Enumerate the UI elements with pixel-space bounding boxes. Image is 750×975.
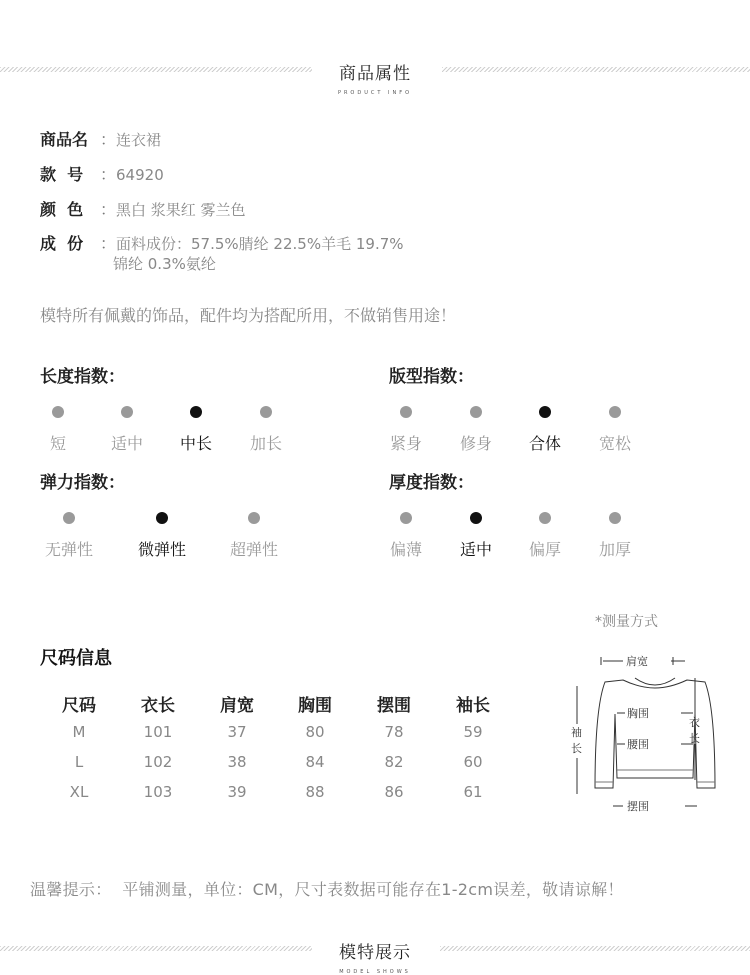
length-option: 短 [49, 434, 67, 453]
length-option-selected: 中长 [179, 434, 213, 453]
elasticity-option: 超弹性 [229, 540, 279, 559]
attr-colon: ： [100, 234, 117, 253]
size-col-header: 胸围 [298, 696, 332, 716]
attributes-subtitle: PRODUCT INFO [337, 90, 413, 96]
elasticity-index-title: 弹力指数： [40, 473, 125, 493]
fit-dot-0 [400, 406, 412, 418]
diagram-label-sleeve-2: 长 [571, 742, 582, 755]
size-col-header: 衣长 [141, 696, 175, 716]
size-cell: 82 [384, 753, 404, 771]
attr-value: 黑白 浆果红 雾兰色 [116, 201, 246, 219]
size-col-header: 袖长 [456, 696, 490, 716]
length-index-title: 长度指数： [40, 367, 125, 387]
attributes-title: 商品属性 [339, 64, 411, 84]
size-cell: 37 [227, 723, 247, 741]
fit-option-selected: 合体 [528, 434, 562, 453]
size-cell: 78 [384, 723, 404, 741]
size-cell: 80 [305, 723, 325, 741]
elasticity-option: 无弹性 [44, 540, 94, 559]
attr-colon: ： [100, 200, 117, 219]
model-subtitle: MODEL SHOWS [339, 969, 411, 975]
attr-row-composition [40, 231, 404, 254]
elasticity-dot-1-selected [156, 512, 168, 524]
size-cell: 60 [463, 753, 483, 771]
size-cell: 101 [143, 723, 173, 741]
fit-option: 宽松 [598, 434, 632, 453]
length-dot-0 [52, 406, 64, 418]
fit-dot-1 [470, 406, 482, 418]
size-cell: 86 [384, 783, 404, 801]
fit-option: 紧身 [389, 434, 423, 453]
size-cell: L [74, 753, 84, 771]
thickness-index-title: 厚度指数： [389, 473, 474, 493]
size-cell: M [72, 723, 86, 741]
attr-value: 连衣裙 [116, 131, 162, 149]
diagram-label-chest: 胸围 [627, 707, 649, 720]
size-cell: 38 [227, 753, 247, 771]
fit-dot-2-selected [539, 406, 551, 418]
size-cell: XL [69, 783, 89, 801]
fit-index-title: 版型指数： [389, 367, 474, 387]
attr-label: 款 号 [40, 165, 84, 184]
attr-row-color [40, 197, 246, 220]
size-cell: 59 [463, 723, 483, 741]
elasticity-dot-2 [248, 512, 260, 524]
sweater-measurement-diagram [565, 648, 745, 818]
attr-label: 颜 色 [40, 200, 84, 219]
attr-colon: ： [100, 165, 117, 184]
size-cell: 61 [463, 783, 483, 801]
attr-value-continued: 锦纶 0.3%氨纶 [113, 255, 216, 273]
length-dot-1 [121, 406, 133, 418]
attr-value: 面料成份：57.5%腈纶 22.5%羊毛 19.7% [116, 235, 404, 253]
size-cell: 84 [305, 753, 325, 771]
thickness-option-selected: 适中 [459, 540, 493, 559]
size-col-header: 肩宽 [220, 696, 254, 716]
length-option: 加长 [249, 434, 283, 453]
attr-row-name [40, 127, 161, 150]
length-option: 适中 [110, 434, 144, 453]
attr-label: 商品名 [40, 130, 89, 149]
thickness-dot-3 [609, 512, 621, 524]
measure-method-note: *测量方式 [595, 614, 658, 630]
attr-value: 64920 [116, 166, 164, 184]
attr-colon: ： [100, 130, 117, 149]
diagram-label-waist: 腰围 [627, 738, 649, 751]
thickness-dot-1-selected [470, 512, 482, 524]
size-cell: 102 [143, 753, 173, 771]
size-cell: 39 [227, 783, 247, 801]
thickness-option: 加厚 [598, 540, 632, 559]
attributes-header [0, 59, 750, 96]
measurement-tip: 温馨提示： 平铺测量，单位：CM，尺寸表数据可能存在1-2cm误差，敬请谅解！ [30, 880, 624, 899]
diagram-label-hem: 摆围 [627, 800, 649, 813]
size-col-header: 尺码 [62, 696, 96, 716]
fit-option: 修身 [459, 434, 493, 453]
thickness-dot-2 [539, 512, 551, 524]
thickness-option: 偏薄 [389, 540, 423, 559]
size-col-header: 摆围 [377, 696, 411, 716]
length-dot-2-selected [190, 406, 202, 418]
attr-row-style-no [40, 162, 164, 185]
thickness-option: 偏厚 [528, 540, 562, 559]
size-cell: 88 [305, 783, 325, 801]
diagram-label-length: 衣 [689, 716, 700, 729]
model-title: 模特展示 [339, 943, 411, 963]
diagram-label-length-2: 长 [689, 732, 700, 745]
length-dot-3 [260, 406, 272, 418]
thickness-dot-0 [400, 512, 412, 524]
size-cell: 103 [143, 783, 173, 801]
elasticity-option-selected: 微弹性 [137, 540, 187, 559]
diagram-label-shoulder: 肩宽 [626, 655, 648, 668]
accessory-note: 模特所有佩戴的饰品，配件均为搭配所用，不做销售用途！ [40, 306, 457, 325]
attr-label: 成 份 [40, 234, 84, 253]
elasticity-dot-0 [63, 512, 75, 524]
model-header [0, 938, 750, 975]
fit-dot-3 [609, 406, 621, 418]
diagram-label-sleeve: 袖 [571, 726, 582, 739]
size-info-title: 尺码信息 [40, 648, 112, 669]
